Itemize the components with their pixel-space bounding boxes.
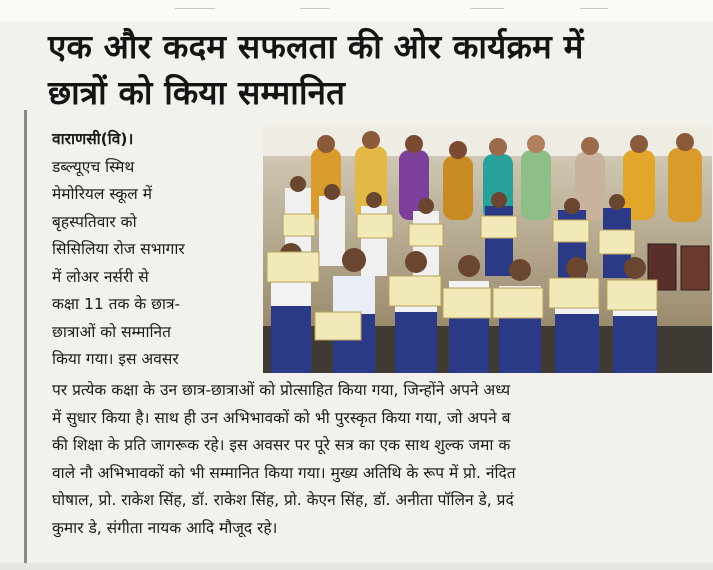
clipping-bottom-edge: [0, 563, 713, 570]
side-line: डब्ल्यूएच स्मिथ: [52, 157, 135, 176]
side-line: छात्राओं को सम्मानित: [52, 322, 171, 341]
side-line: मेमोरियल स्कूल में: [52, 185, 152, 203]
clipping-top-edge: [0, 0, 713, 22]
body-line: कुमार डे, संगीता नायक आदि मौजूद रहे।: [52, 518, 278, 537]
body-line: में सुधार किया है। साथ ही उन अभिभावकों को भी पुरस्कृत किया गया, जो अपने ब: [52, 408, 511, 427]
article-side-column: [52, 126, 264, 374]
article-body: [52, 377, 713, 542]
news-photo: [263, 126, 712, 373]
headline-line-2: छात्रों को किया सम्मानित: [48, 73, 346, 112]
body-line: वाले नौ अभिभावकों को भी सम्मानित किया गया। मुख्य अतिथि के रूप में प्रो. नंदित: [52, 463, 516, 482]
side-line: में लोअर नर्सरी से: [52, 267, 149, 286]
side-line: बृहस्पतिवार को: [52, 212, 137, 231]
dateline: वाराणसी(वि)।: [52, 130, 134, 148]
article-headline: [48, 24, 708, 116]
body-line: पर प्रत्येक कक्षा के उन छात्र-छात्राओं को प्रोत्साहित किया गया, जिन्होंने अपने अध्य: [52, 381, 511, 399]
column-rule: [24, 110, 27, 565]
side-line: कक्षा 11 तक के छात्र-: [52, 295, 181, 313]
group-photo-illustration: [263, 126, 712, 373]
body-line: घोषाल, प्रो. राकेश सिंह, डॉ. राकेश सिंह, प्रो. केएन सिंह, डॉ. अनीता पॉलिन डे, प्रदं: [52, 491, 514, 509]
easel-frame: [681, 246, 709, 290]
headline-line-1: एक और कदम सफलता की ओर कार्यक्रम में: [48, 27, 584, 66]
side-line: किया गया। इस अवसर: [52, 350, 179, 368]
body-line: की शिक्षा के प्रति जागरूक रहे। इस अवसर पर पूरे सत्र का एक साथ शुल्क जमा क: [52, 436, 511, 454]
side-line: सिसिलिया रोज सभागार: [52, 240, 185, 258]
